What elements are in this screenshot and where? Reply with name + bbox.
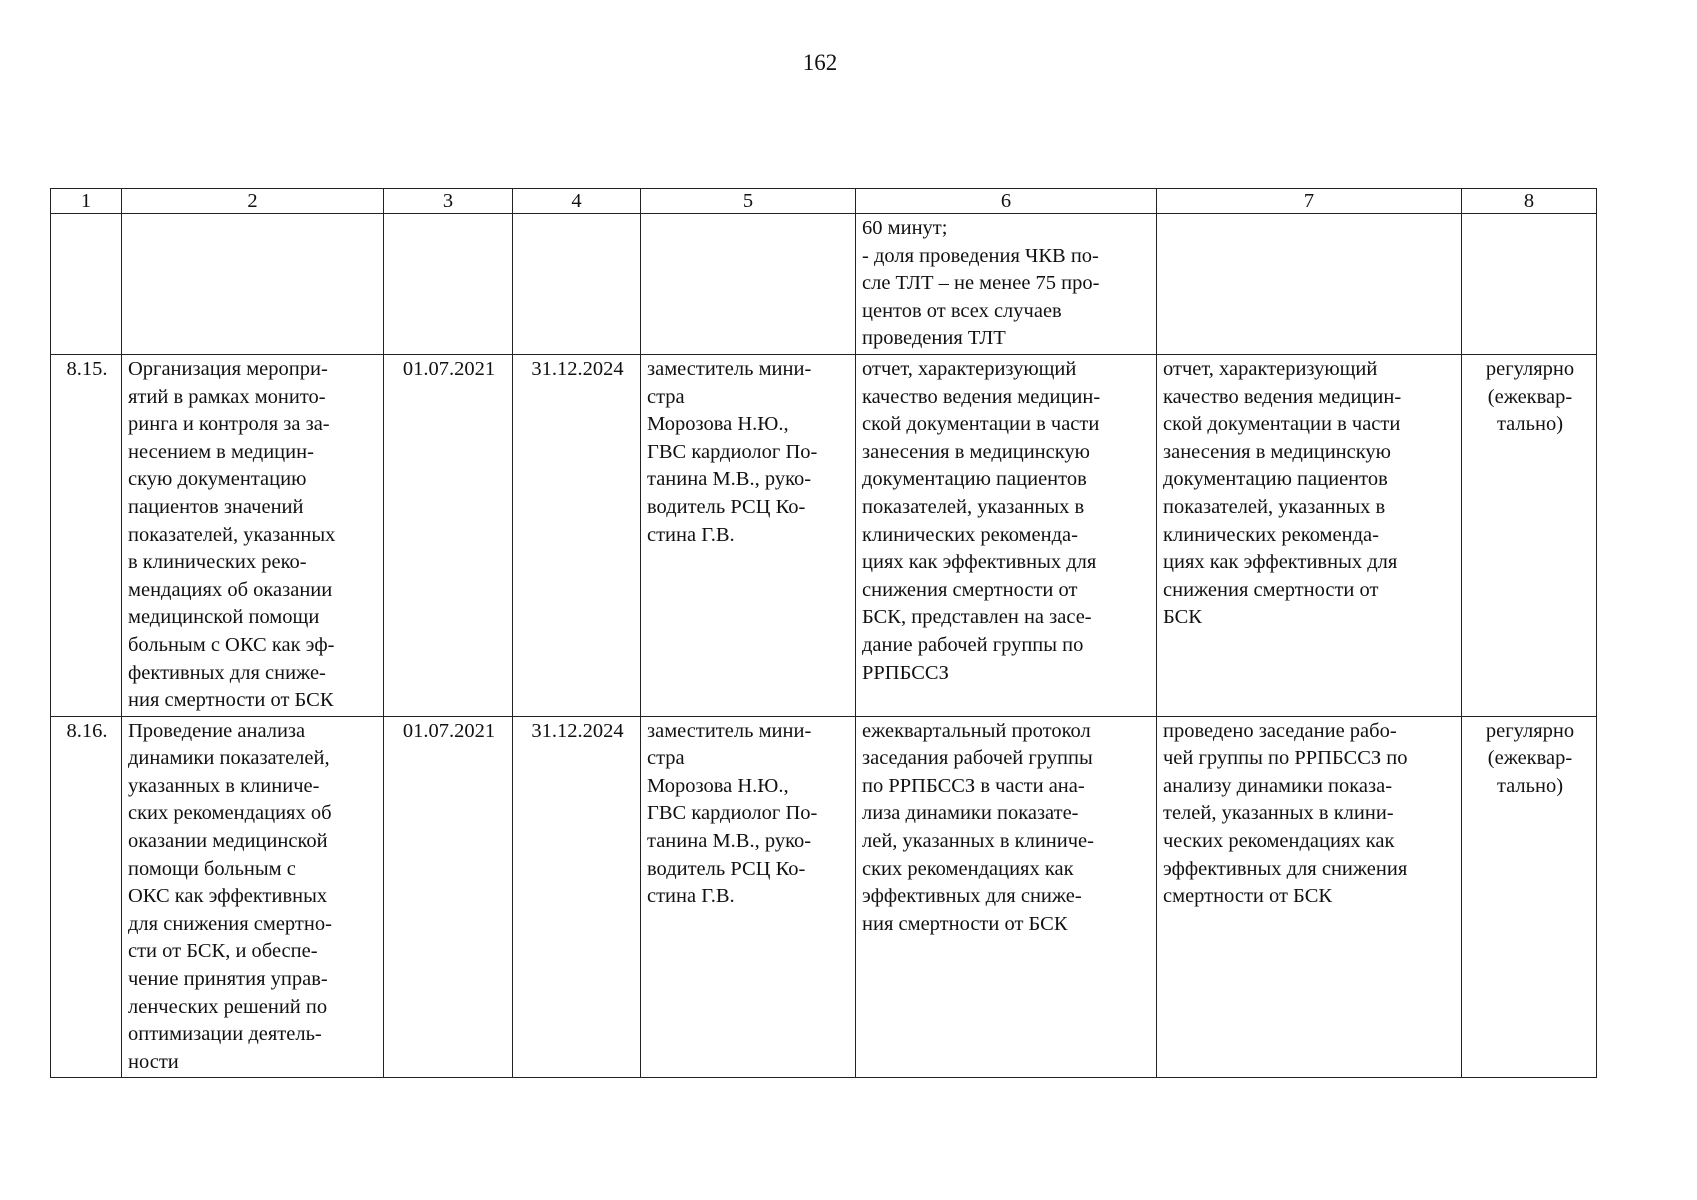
responsible-cell: заместитель мини- стра Морозова Н.Ю., ГВС кардиолог По- танина М.В., руко- водитель РСЦ Ко- стина Г.В.	[641, 716, 856, 1078]
table-row	[51, 354, 1597, 716]
periodicity-cell: регулярно (ежеквар- тально)	[1462, 716, 1597, 1078]
indicator-cell: отчет, характеризующий качество ведения медицин- ской документации в части занесения в медицинскую документацию пациентов показателей, указанных в клинических рекоменда- циях как эффективных для снижения смертности от БСК	[1157, 354, 1462, 716]
column-number: 1	[51, 189, 122, 214]
column-number: 2	[122, 189, 384, 214]
result-cell: отчет, характеризующий качество ведения медицин- ской документации в части занесения в медицинскую документацию пациентов показателей, указанных в клинических рекоменда- циях как эффективных для снижения смертности от БСК, представлен на засе- дание рабочей группы по РРПБССЗ	[856, 354, 1157, 716]
end-date-cell: 31.12.2024	[513, 716, 641, 1078]
periodicity-cell	[1462, 214, 1597, 355]
plan-table	[50, 188, 1597, 1078]
column-number: 3	[384, 189, 513, 214]
column-number-row	[51, 189, 1597, 214]
responsible-cell: заместитель мини- стра Морозова Н.Ю., ГВС кардиолог По- танина М.В., руко- водитель РСЦ Ко- стина Г.В.	[641, 354, 856, 716]
column-number: 8	[1462, 189, 1597, 214]
result-cell: ежеквартальный протокол заседания рабочей группы по РРПБССЗ в части ана- лиза динамики показате- лей, указанных в клиниче- ских рекомендациях как эффективных для сниже- ния смертности от БСК	[856, 716, 1157, 1078]
activity-cell: Проведение анализа динамики показателей, указанных в клиниче- ских рекомендациях об оказании медицинской помощи больным с ОКС как эффективных для снижения смертно- сти от БСК, и обеспе- чение принятия управ- ленческих решений по оптимизации деятель- ности	[122, 716, 384, 1078]
column-number: 7	[1157, 189, 1462, 214]
item-number: 8.15.	[51, 354, 122, 716]
periodicity-cell: регулярно (ежеквар- тально)	[1462, 354, 1597, 716]
start-date-cell	[384, 214, 513, 355]
table-row	[51, 214, 1597, 355]
responsible-cell	[641, 214, 856, 355]
item-number	[51, 214, 122, 355]
end-date-cell: 31.12.2024	[513, 354, 641, 716]
column-number: 5	[641, 189, 856, 214]
item-number: 8.16.	[51, 716, 122, 1078]
indicator-cell: проведено заседание рабо- чей группы по РРПБССЗ по анализу динамики показа- телей, указанных в клини- ческих рекомендациях как эффективных для снижения смертности от БСК	[1157, 716, 1462, 1078]
column-number: 6	[856, 189, 1157, 214]
page-number: 162	[802, 50, 838, 75]
column-number: 4	[513, 189, 641, 214]
result-cell: 60 минут; - доля проведения ЧКВ по- сле ТЛТ – не менее 75 про- центов от всех случаев проведения ТЛТ	[856, 214, 1157, 355]
start-date-cell: 01.07.2021	[384, 354, 513, 716]
activity-cell: Организация меропри- ятий в рамках монито- ринга и контроля за за- несением в медицин- скую документацию пациентов значений показателей, указанных в клинических реко- мендациях об оказании медицинской помощи больным с ОКС как эф- фективных для сниже- ния смертности от БСК	[122, 354, 384, 716]
end-date-cell	[513, 214, 641, 355]
table-row	[51, 716, 1597, 1078]
activity-cell	[122, 214, 384, 355]
start-date-cell: 01.07.2021	[384, 716, 513, 1078]
indicator-cell	[1157, 214, 1462, 355]
